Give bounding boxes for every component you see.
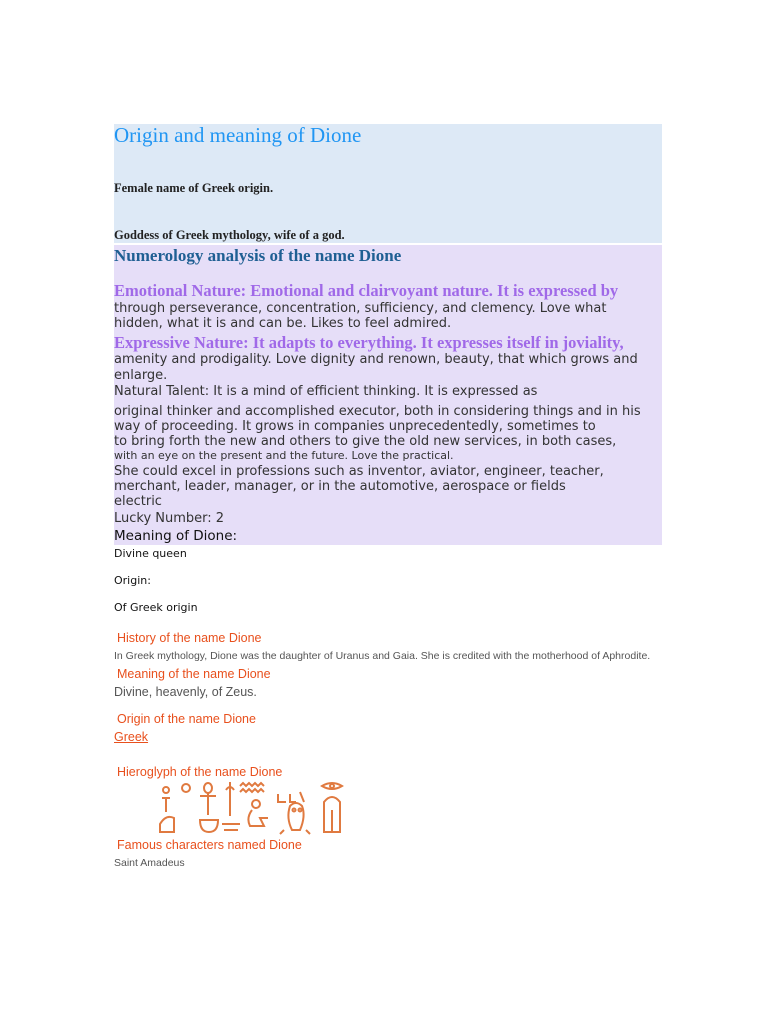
hieroglyph-glyph — [278, 792, 304, 802]
meaning-value: Divine queen — [114, 547, 187, 560]
natural-talent-line: Natural Talent: It is a mind of efficient thinking. It is expressed as — [114, 384, 538, 399]
famous-title: Famous characters named Dione — [117, 838, 302, 852]
greek-link[interactable]: Greek — [114, 730, 149, 744]
hieroglyph-glyph — [330, 784, 334, 788]
hieroglyph-glyph — [182, 784, 190, 792]
numerology-heading: Numerology analysis of the name Dione — [114, 246, 402, 265]
hieroglyph-glyph — [200, 793, 216, 815]
hieroglyph-glyph — [252, 800, 260, 808]
origin-label: Origin: — [114, 574, 151, 587]
hieroglyph-glyph — [163, 787, 169, 793]
profession-line-2: merchant, leader, manager, or in the automotive, aerospace or fields — [114, 479, 566, 494]
hieroglyph-glyph — [299, 809, 302, 812]
hieroglyph-glyph — [288, 803, 303, 830]
profession-line-3: electric — [114, 494, 162, 509]
hieroglyph-image — [156, 780, 352, 836]
page-title: Origin and meaning of Dione — [114, 123, 362, 147]
hieroglyph-glyph — [160, 798, 174, 832]
talent-line-3: to bring forth the new and others to give the old new services, in both cases, — [114, 434, 617, 449]
expressive-nature-heading: Expressive Nature: It adapts to everything. It expresses itself in joviality, — [114, 333, 624, 352]
talent-line-2: way of proceeding. It grows in companies unprecedentedly, sometimes to — [114, 419, 596, 434]
origin-value: Of Greek origin — [114, 601, 198, 614]
hieroglyph-glyph — [204, 783, 212, 793]
hieroglyph-glyph — [200, 820, 218, 832]
hieroglyph-title: Hieroglyph of the name Dione — [117, 765, 283, 779]
meaning-text: Divine, heavenly, of Zeus. — [114, 685, 257, 699]
expressive-line-1: amenity and prodigality. Love dignity and renown, beauty, that which grows and — [114, 352, 638, 367]
intro-line-2: Goddess of Greek mythology, wife of a god. — [114, 228, 345, 242]
famous-text: Saint Amadeus — [114, 857, 185, 869]
profession-line-1: She could excel in professions such as inventor, aviator, engineer, teacher, — [114, 464, 604, 479]
hieroglyph-glyph — [293, 809, 296, 812]
history-title: History of the name Dione — [117, 631, 262, 645]
hieroglyph-glyph — [248, 810, 268, 826]
intro-line-1: Female name of Greek origin. — [114, 181, 274, 195]
meaning-title: Meaning of the name Dione — [117, 667, 271, 681]
hieroglyph-glyph — [324, 797, 340, 832]
emotional-line-2: hidden, what it is and can be. Likes to feel admired. — [114, 316, 452, 331]
origin-title: Origin of the name Dione — [117, 712, 256, 726]
emotional-nature-heading: Emotional Nature: Emotional and clairvoyant nature. It is expressed by — [114, 281, 619, 300]
talent-line-4: with an eye on the present and the future. Love the practical. — [114, 449, 454, 462]
hieroglyph-glyph — [240, 789, 264, 792]
hieroglyph-glyph — [240, 783, 264, 786]
hieroglyph-glyph — [226, 782, 234, 816]
expressive-line-2: enlarge. — [114, 368, 168, 383]
emotional-line-1: through perseverance, concentration, sufficiency, and clemency. Love what — [114, 301, 607, 316]
lucky-number: Lucky Number: 2 — [114, 511, 225, 526]
history-text: In Greek mythology, Dione was the daughter of Uranus and Gaia. She is credited with the motherhood of Aphrodite. — [114, 650, 651, 662]
hieroglyph-glyph — [222, 824, 240, 830]
talent-line-1: original thinker and accomplished executor, both in considering things and in his — [114, 404, 641, 419]
meaning-label: Meaning of Dione: — [114, 528, 238, 544]
